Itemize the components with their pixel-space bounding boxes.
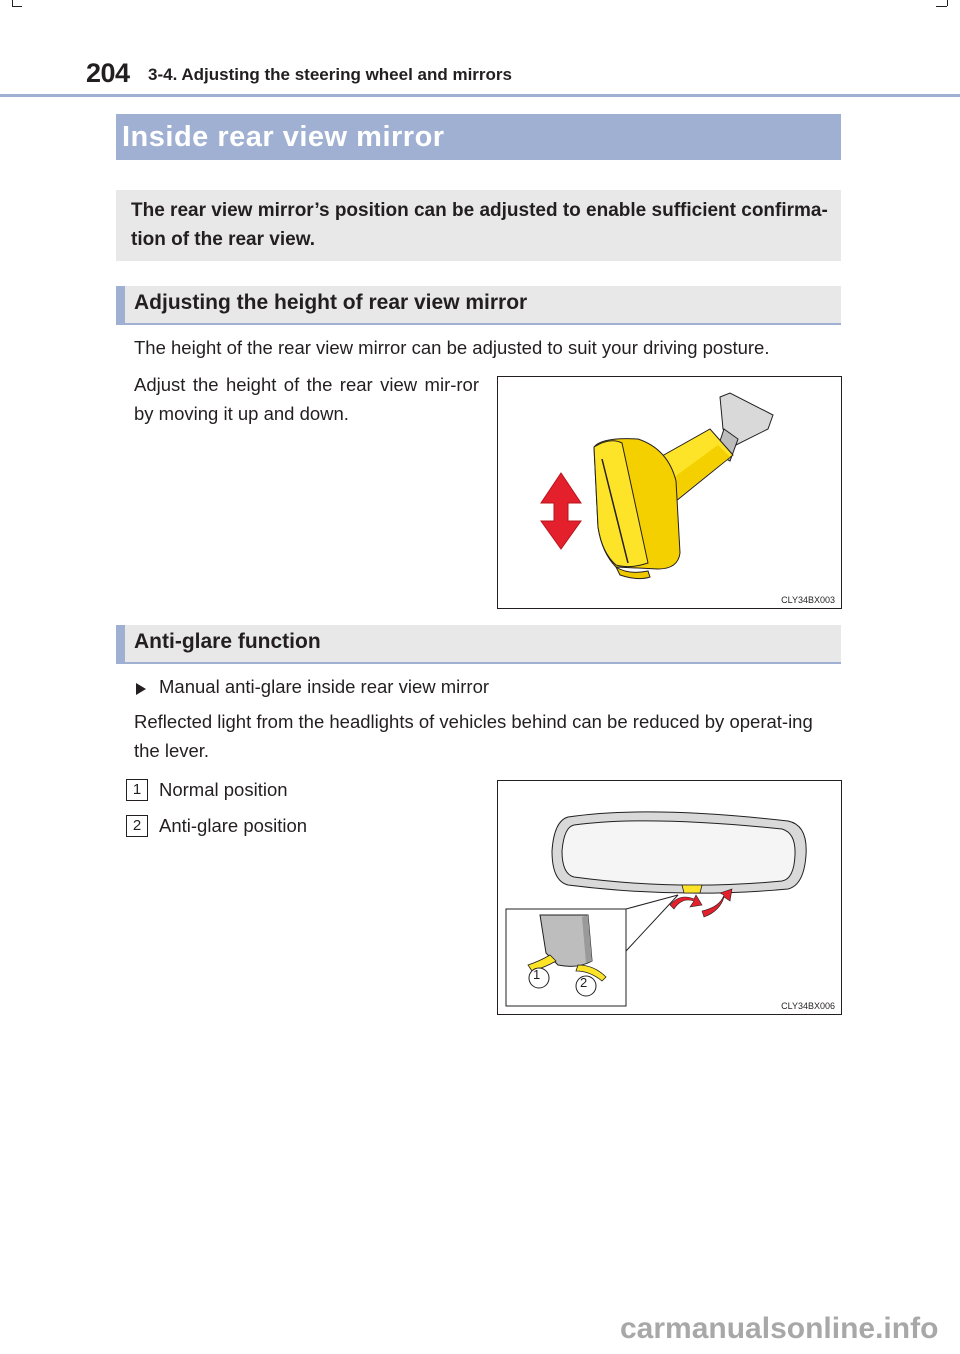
section-title: Inside rear view mirror xyxy=(122,121,445,153)
crop-mark xyxy=(936,6,947,7)
height-text: The height of the rear view mirror can be adjusted to suit your driving posture. xyxy=(134,337,770,358)
height-section-heading xyxy=(116,286,841,325)
intro-text: The rear view mirror’s position can be adjusted to enable sufficient confirma-tion of the rear view. xyxy=(131,200,828,250)
item-number-badge: 1 xyxy=(126,779,148,801)
antiglare-subheading: Manual anti-glare inside rear view mirror xyxy=(159,676,490,697)
inset-label-1: 1 xyxy=(533,967,541,982)
page-number: 204 xyxy=(86,58,130,88)
triangle-bullet-icon xyxy=(136,682,146,700)
mirror-height-illustration xyxy=(498,377,841,608)
heading-accent-bar xyxy=(116,286,125,323)
chapter-title: 3-4. Adjusting the steering wheel and mirrors xyxy=(148,65,512,84)
mirror-height-figure xyxy=(497,376,842,609)
inset-label-2: 2 xyxy=(580,975,588,990)
antiglare-heading-text: Anti-glare function xyxy=(134,630,321,653)
height-instruction: Adjust the height of the rear view mir-ror by moving it up and down. xyxy=(134,374,479,424)
item-normal-position: Normal position xyxy=(159,779,288,800)
watermark-text: carmanualsonline.info xyxy=(620,1312,939,1345)
item-antiglare-position: Anti-glare position xyxy=(159,815,308,836)
antiglare-figure xyxy=(497,780,842,1015)
figure-code: CLY34BX006 xyxy=(781,1001,835,1011)
item-number-badge: 2 xyxy=(126,815,148,837)
antiglare-illustration xyxy=(498,781,841,1014)
antiglare-text: Reflected light from the headlights of vehicles behind can be reduced by operat-ing the lever. xyxy=(134,711,813,761)
height-heading-text: Adjusting the height of rear view mirror xyxy=(134,291,528,314)
figure-code: CLY34BX003 xyxy=(781,595,835,605)
heading-accent-bar xyxy=(116,625,125,662)
crop-mark xyxy=(947,0,948,6)
antiglare-section-heading xyxy=(116,625,841,664)
crop-mark xyxy=(12,6,22,7)
header-rule xyxy=(0,94,960,97)
